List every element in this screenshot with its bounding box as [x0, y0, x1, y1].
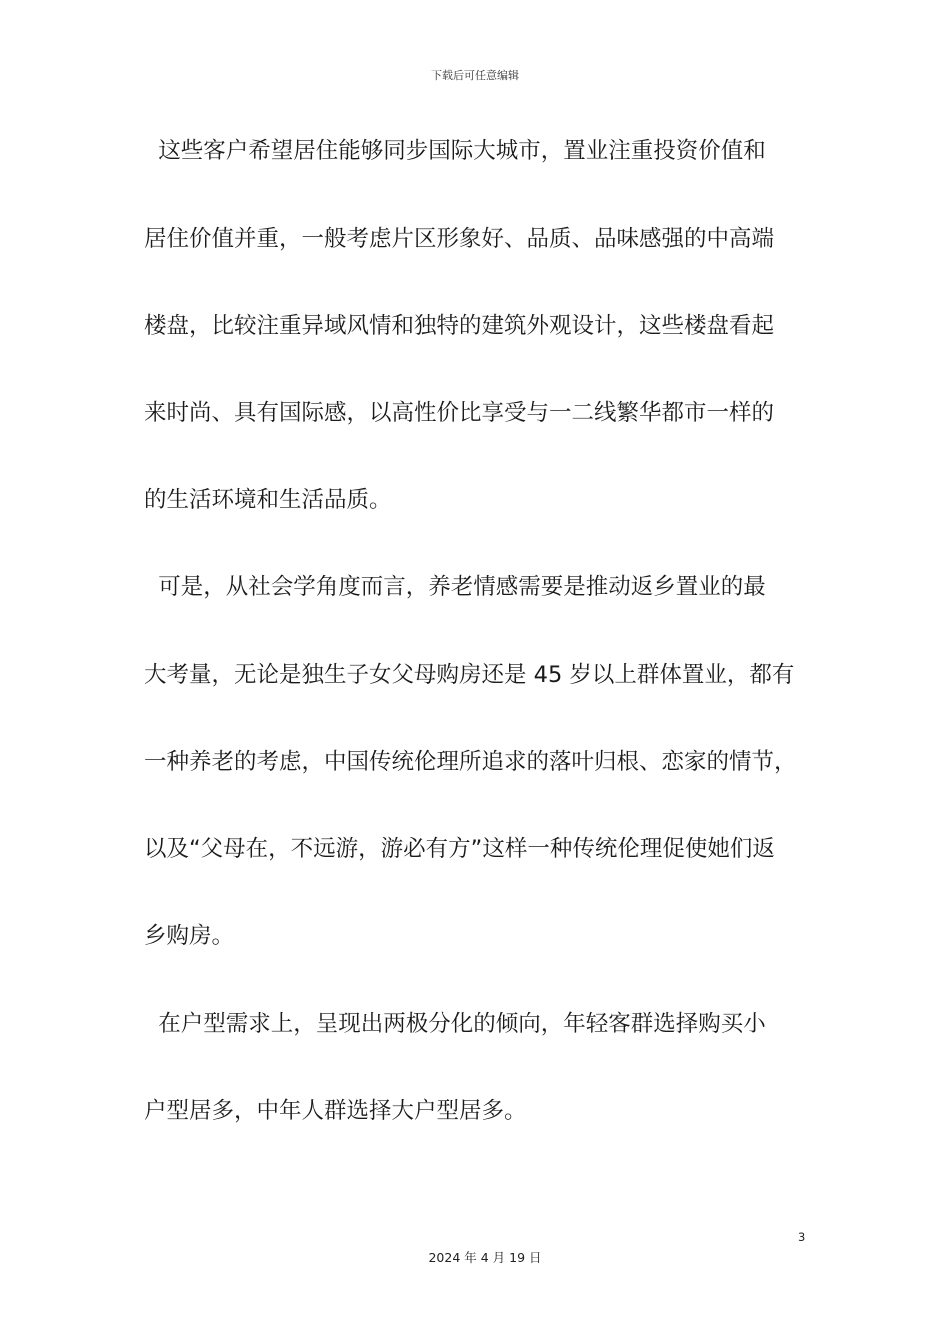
text-line-4: 来时尚、具有国际感，以高性价比享受与一二线繁华都市一样的 — [144, 400, 775, 426]
text-line-2: 居住价值并重，一般考虑片区形象好、品质、品味感强的中高端 — [144, 226, 775, 252]
text-line-7: 大考量，无论是独生子女父母购房还是 45 岁以上群体置业，都有 — [144, 662, 795, 688]
text-line-5: 的生活环境和生活品质。 — [144, 487, 392, 513]
text-line-12: 户型居多，中年人群选择大户型居多。 — [144, 1098, 527, 1124]
footer-date: 2024 年 4 月 19 日 — [428, 1250, 542, 1265]
text-line-8: 一种养老的考虑，中国传统伦理所追求的落叶归根、恋家的情节， — [144, 749, 797, 775]
text-line-1: 这些客户希望居住能够同步国际大城市，置业注重投资价值和 — [144, 138, 766, 164]
text-line-3: 楼盘，比较注重异域风情和独特的建筑外观设计，这些楼盘看起 — [144, 313, 775, 339]
text-line-10: 乡购房。 — [144, 923, 235, 949]
text-line-6: 可是，从社会学角度而言，养老情感需要是推动返乡置业的最 — [144, 574, 766, 600]
text-line-11: 在户型需求上，呈现出两极分化的倾向，年轻客群选择购买小 — [144, 1011, 766, 1037]
page-number: 3 — [798, 1230, 806, 1244]
text-line-9: 以及“父母在，不远游，游必有方”这样一种传统伦理促使她们返 — [144, 836, 775, 862]
header-note: 下载后可任意编辑 — [431, 69, 519, 82]
